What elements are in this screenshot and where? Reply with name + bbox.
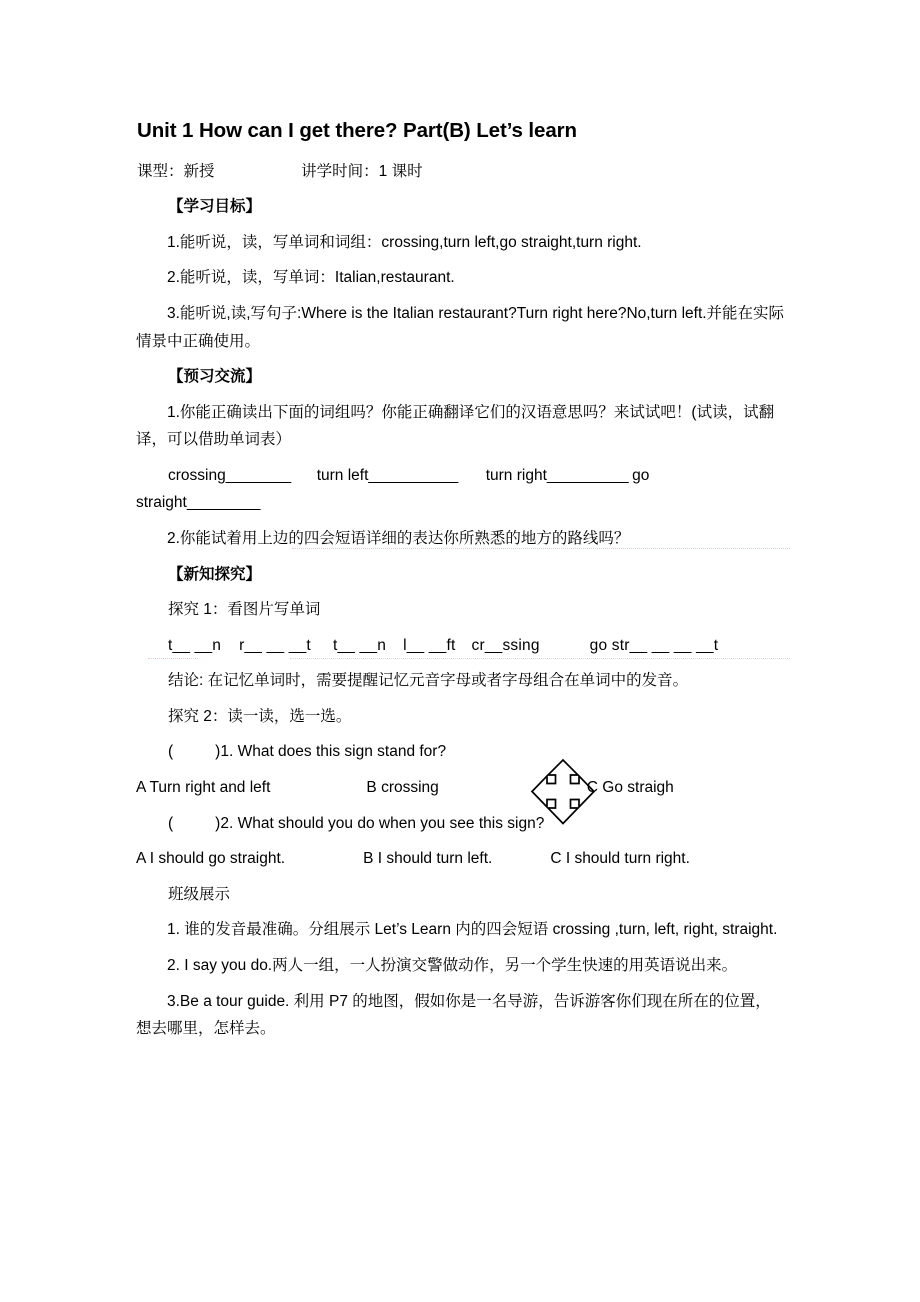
letter-blank-word[interactable]: go str__ __ __ __t <box>589 636 719 654</box>
option-b[interactable]: B I should turn left. <box>363 850 493 868</box>
section-heading-preview: 【预习交流】 <box>168 368 262 386</box>
option-a[interactable]: A Turn right and left <box>136 779 271 797</box>
phrase-blank-line[interactable]: __________ <box>546 466 629 484</box>
answer-bracket-close: ) <box>215 743 221 761</box>
letter-blank-word[interactable]: t__ __n <box>168 636 222 654</box>
choice-options-1 <box>136 774 787 802</box>
objective-item: 2.能听说，读，写单词：Italian,restaurant. <box>167 269 455 287</box>
section-heading-presentation: 班级展示 <box>168 885 231 903</box>
phrase-blank-line[interactable]: ________ <box>225 466 291 484</box>
letter-blank-row <box>137 632 787 660</box>
letter-blank-word[interactable]: r__ __ __t <box>239 636 311 654</box>
dotted-rule-artifact <box>290 658 790 659</box>
option-a[interactable]: A I should go straight. <box>136 850 286 868</box>
objective-item: 3.能听说,读,写句子:Where is the Italian restaurant?Turn right here?No,turn left.并能在实际情景中正确使用。 <box>136 304 785 350</box>
phrase-word: crossing <box>168 466 226 484</box>
letter-blank-word[interactable]: t__ __n <box>332 636 387 654</box>
section-heading-objectives: 【学习目标】 <box>168 198 262 216</box>
four-way-arrow-icon <box>521 758 605 836</box>
preview-item-1: 1.你能正确读出下面的词组吗？你能正确翻译它们的汉语意思吗？来试试吧！(试读，试翻译，可以借助单词表） <box>136 403 775 449</box>
answer-bracket-open: ( <box>168 743 174 761</box>
dotted-rule-artifact <box>292 548 790 549</box>
question-text-1: 1. What does this sign stand for? <box>220 743 447 761</box>
presentation-item: 3.Be a tour guide. 利用 P7 的地图，假如你是一名导游，告诉游客你们现在所在的位置，想去哪里，怎样去。 <box>136 992 771 1038</box>
phrase-word: straight <box>136 494 187 512</box>
objective-item: 1.能听说，读，写单词和词组：crossing,turn left,go straight,turn right. <box>167 233 642 251</box>
teaching-time-value: 讲学时间：1 课时 <box>301 162 423 180</box>
letter-blank-word[interactable]: l__ __ft <box>403 636 456 654</box>
phrase-blank-line[interactable]: _________ <box>186 494 260 512</box>
task-2-label: 探究 2：读一读，选一选。 <box>168 707 352 725</box>
answer-bracket-close: ) <box>215 814 221 832</box>
four-way-arrow-sign <box>521 758 605 836</box>
dotted-rule-artifact <box>148 658 198 659</box>
phrase-word: turn left <box>316 466 369 484</box>
option-c[interactable]: C I should turn right. <box>550 850 690 868</box>
phrase-blank-line[interactable]: ___________ <box>368 466 458 484</box>
phrase-word: turn right <box>485 466 547 484</box>
preview-item-2: 2.你能试着用上边的四会短语详细的表达你所熟悉的地方的路线吗？ <box>167 529 630 547</box>
choice-question-1 <box>137 738 787 766</box>
exploration-conclusion: 结论: 在记忆单词时，需要提醒记忆元音字母或者字母组合在单词中的发音。 <box>168 672 689 690</box>
presentation-item: 1. 谁的发音最准确。分组展示 Let’s Learn 内的四会短语 crossing ,turn, left, right, straight. <box>167 921 778 939</box>
lesson-meta-line <box>137 158 787 186</box>
phrase-blank-row <box>137 462 787 490</box>
phrase-blank-row-continued <box>136 489 787 517</box>
presentation-item: 2. I say you do.两人一组，一人扮演交警做动作，另一个学生快速的用英语说出来。 <box>167 956 738 974</box>
course-type-value: 课型：新授 <box>137 162 215 180</box>
answer-bracket-open: ( <box>168 814 174 832</box>
option-b[interactable]: B crossing <box>366 779 439 797</box>
choice-options-2 <box>136 845 787 873</box>
page-title: Unit 1 How can I get there? Part(B) Let’s learn <box>137 119 577 142</box>
document-body <box>137 118 787 1051</box>
task-1-label: 探究 1：看图片写单词 <box>168 601 321 619</box>
section-heading-exploration: 【新知探究】 <box>168 565 262 583</box>
phrase-word: go <box>632 466 650 484</box>
question-text-2: 2. What should you do when you see this sign? <box>220 814 545 832</box>
choice-question-2 <box>137 810 787 838</box>
option-c[interactable]: C Go straigh <box>586 779 674 797</box>
letter-blank-word[interactable]: cr__ssing <box>471 636 540 654</box>
